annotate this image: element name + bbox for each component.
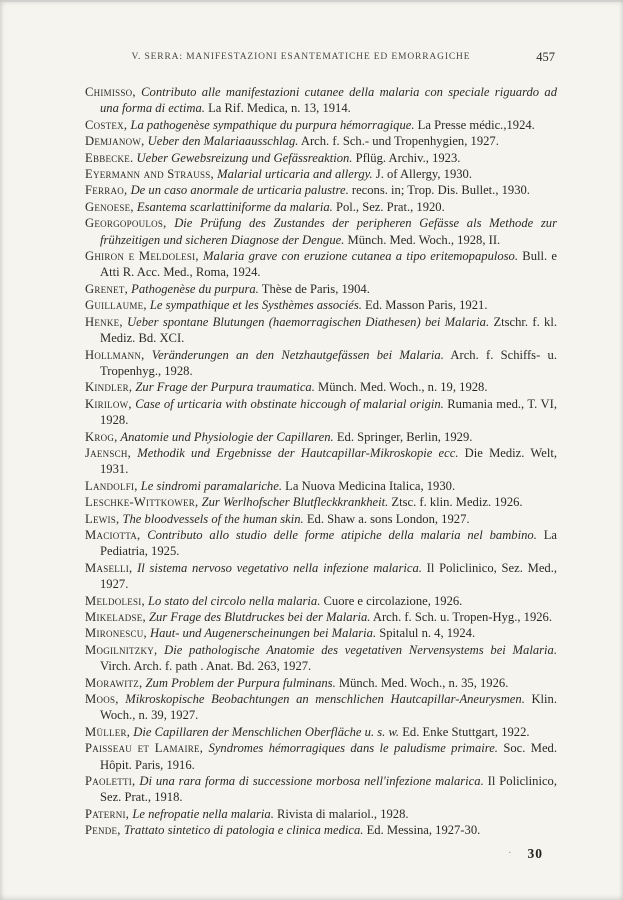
entry-author: Paterni, — [85, 806, 130, 821]
bibliography-entry — [85, 166, 557, 182]
entry-source: Pol., Sez. Prat., 1920. — [332, 199, 445, 214]
bibliography-entry — [85, 117, 557, 133]
entry-source: La Nuova Medicina Italica, 1930. — [281, 478, 456, 493]
entry-author: Costex, — [85, 117, 128, 132]
bibliography-entry — [85, 740, 557, 773]
bibliography-entry — [85, 379, 557, 395]
entry-title: Le sympathique et les Systhèmes associés. — [146, 298, 362, 313]
entry-source: Arch. f. Schiffs- u. Tropenhyg., 1928. — [100, 347, 557, 378]
entry-author: Maciotta, — [85, 527, 141, 542]
entry-source: Ztsc. f. klin. Mediz. 1926. — [388, 495, 523, 510]
bibliography-entry — [85, 478, 557, 494]
running-head-title: V. SERRA: MANIFESTAZIONI ESANTEMATICHE ED EMORRAGICHE — [131, 52, 471, 62]
entry-author: Moos, — [85, 692, 119, 707]
entry-author: Landolfi, — [85, 478, 138, 493]
entry-title: Zur Frage des Blutdruckes bei der Malaria. — [145, 610, 371, 624]
bibliography-entry — [85, 494, 557, 510]
entry-source: Die Mediz. Welt, 1931. — [100, 445, 557, 477]
entry-title: Lo stato del circolo nella malaria. — [144, 593, 321, 608]
entry-source: La Rif. Medica, n. 13, 1914. — [204, 101, 351, 116]
entry-title: Esantema scarlattiniforme da malaria. — [133, 199, 333, 214]
scan-edge-top — [0, 0, 623, 2]
bibliography-entry — [85, 609, 557, 625]
bibliography-entry — [85, 215, 557, 248]
entry-title: Ueber spontane Blutungen (haemorragischen Diathesen) bei Malaria. — [122, 314, 490, 329]
entry-title: Anatomie und Physiologie der Capillaren. — [117, 429, 334, 444]
entry-source: Ed. Masson Paris, 1921. — [361, 298, 488, 313]
bibliography-entry — [85, 150, 557, 166]
entry-source: Soc. Med. Hôpit. Paris, 1916. — [100, 741, 557, 772]
entry-title: Veränderungen an den Netzhautgefässen bei Malaria. — [144, 347, 444, 362]
bibliography-entry — [85, 691, 557, 724]
bibliography-entry — [85, 133, 557, 149]
entry-title: Malarial urticaria and allergy. — [213, 167, 373, 182]
entry-source: Ed. Enke Stuttgart, 1922. — [399, 724, 530, 739]
bibliography-entry — [85, 182, 557, 198]
entry-author: Kirilow, — [85, 396, 132, 411]
entry-source: Münch. Med. Woch., 1928, II. — [344, 232, 501, 247]
entry-source: Arch. f. Sch. u. Tropen-Hyg., 1926. — [370, 610, 552, 624]
bibliography-entry — [85, 593, 557, 609]
entry-title: Syndromes hémorragiques dans le paludisme primaire. — [203, 741, 498, 756]
entry-source: Ed. Shaw a. sons London, 1927. — [303, 511, 470, 526]
bibliography-entry — [85, 675, 557, 691]
entry-author: Jaensch, — [85, 445, 132, 460]
entry-author: Georgopoulos, — [85, 216, 167, 231]
entry-author: Mironescu, — [85, 626, 147, 641]
bibliography-list — [85, 84, 557, 839]
page-number: 457 — [536, 50, 555, 64]
entry-title: Ueber den Malariaausschlag. — [144, 134, 299, 149]
entry-author: Ghiron e Meldolesi, — [85, 249, 199, 264]
bibliography-entry — [85, 297, 557, 313]
entry-title: Le nefropatie nella malaria. — [129, 806, 274, 821]
entry-title: The bloodvessels of the human skin. — [119, 511, 304, 526]
entry-source: Klin. Woch., n. 39, 1927. — [100, 692, 557, 723]
entry-source: Cuore e circolazione, 1926. — [320, 593, 463, 608]
entry-source: Münch. Med. Woch., n. 35, 1926. — [335, 675, 509, 690]
bibliography-entry — [85, 806, 557, 822]
entry-source: Rumania med., T. VI, 1928. — [100, 396, 557, 428]
entry-title: Mikroskopische Beobachtungen an menschlichen Hautcapillar-Aneurysmen. — [118, 692, 525, 707]
entry-title: Zur Werlhofscher Blutfleckkrankheit. — [198, 495, 389, 510]
entry-author: Leschke-Wittkower, — [85, 495, 199, 510]
entry-title: Contributo allo studio delle forme atipiche della malaria nel bambino. — [140, 527, 537, 542]
entry-title: Il sistema nervoso vegetativo nella infezione malarica. — [132, 560, 422, 575]
bibliography-entry — [85, 429, 557, 445]
bibliography-entry — [85, 281, 557, 297]
bibliography-entry — [85, 84, 557, 117]
entry-source: Thèse de Paris, 1904. — [258, 281, 370, 296]
entry-author: Maselli, — [85, 560, 133, 575]
entry-source: Il Policlinico, Sez. Med., 1927. — [100, 560, 558, 592]
entry-author: Krog, — [85, 429, 118, 444]
page-footer — [85, 845, 557, 863]
entry-source: Il Policlinico, Sez. Prat., 1918. — [100, 774, 557, 805]
entry-source: Rivista di malariol., 1928. — [273, 806, 409, 821]
entry-source: Pflüg. Archiv., 1923. — [352, 150, 461, 165]
entry-title: Malaria grave con eruzione cutanea a tipo eritemopapuloso. — [198, 249, 519, 264]
entry-author: Grenet, — [85, 281, 129, 296]
entry-source: Spitalul n. 4, 1924. — [376, 626, 476, 641]
entry-author: Paisseau et Lamaire, — [85, 741, 204, 756]
entry-title: Ueber Gewebsreizung und Gefässreaktion. — [133, 150, 353, 165]
bibliography-entry — [85, 248, 557, 281]
entry-author: Kindler, — [85, 380, 133, 395]
bibliography-entry — [85, 560, 557, 593]
signature-mark: · — [508, 847, 512, 859]
entry-title: Case of urticaria with obstinate hiccough of malarial origin. — [131, 396, 444, 411]
entry-title: Di una rara forma di successione morbosa nell'infezione malarica. — [135, 774, 484, 789]
entry-title: Zum Problem der Purpura fulminans. — [142, 675, 336, 690]
entry-author: Meldolesi, — [85, 593, 145, 608]
entry-author: Ferrao, — [85, 183, 128, 198]
entry-author: Henke, — [85, 314, 123, 329]
entry-author: Mogilnitzky, — [85, 642, 158, 657]
entry-source: La Presse médic.,1924. — [414, 117, 535, 132]
entry-source: Bull. e Atti R. Acc. Med., Roma, 1924. — [100, 249, 557, 280]
entry-source: Arch. f. Sch.- und Tropenhygien, 1927. — [298, 134, 499, 149]
bibliography-entry — [85, 445, 557, 478]
entry-title: Die Prüfung des Zustandes der peripheren Gefässe als Methode zur frühzeitigen und sicheren Diagnose der Dengue. — [100, 216, 557, 247]
entry-title: La pathogenèse sympathique du purpura hémorragique. — [127, 117, 415, 132]
bibliography-entry — [85, 773, 557, 806]
entry-author: Paoletti, — [85, 774, 136, 789]
bibliography-entry — [85, 642, 557, 675]
entry-author: Ebbecke. — [85, 150, 134, 165]
bibliography-entry — [85, 822, 557, 838]
entry-title: Contributo alle manifestazioni cutanee della malaria con speciale riguardo ad una forma di ectima. — [100, 85, 557, 116]
bibliography-entry — [85, 347, 557, 380]
bibliography-entry — [85, 625, 557, 641]
entry-author: Morawitz, — [85, 675, 143, 690]
entry-source: Ztschr. f. kl. Mediz. Bd. XCI. — [100, 314, 557, 346]
entry-title: Methodik und Ergebnisse der Hautcapillar-Mikroskopie ecc. — [131, 445, 459, 460]
entry-author: Eyermann and Strauss, — [85, 167, 214, 182]
entry-title: Die Capillaren der Menschlichen Oberfläche u. s. w. — [130, 724, 400, 739]
entry-author: Pende, — [85, 823, 121, 838]
entry-title: Trattato sintetico di patologia e clinica medica. — [120, 823, 364, 838]
bibliography-entry — [85, 199, 557, 215]
bibliography-entry — [85, 396, 557, 429]
entry-source: Münch. Med. Woch., n. 19, 1928. — [314, 380, 488, 395]
entry-title: Die pathologische Anatomie des vegetativen Nervensystems bei Malaria. — [157, 642, 557, 657]
entry-source: recons. in; Trop. Dis. Bullet., 1930. — [348, 183, 530, 198]
running-head — [85, 52, 557, 70]
entry-title: Le sindromi paramalariche. — [137, 478, 282, 493]
entry-title: Pathogenèse du purpura. — [128, 281, 259, 296]
entry-author: Lewis, — [85, 511, 120, 526]
entry-source: La Pediatria, 1925. — [100, 527, 557, 559]
entry-author: Chimisso, — [85, 85, 136, 99]
entry-author: Guillaume, — [85, 298, 147, 313]
entry-title: Zur Frage der Purpura traumatica. — [132, 380, 315, 395]
bibliography-entry — [85, 527, 557, 560]
entry-source: Ed. Messina, 1927-30. — [363, 823, 481, 838]
bibliography-entry — [85, 511, 557, 527]
entry-source: Virch. Arch. f. path . Anat. Bd. 263, 1927. — [100, 659, 312, 674]
entry-title: Haut- und Augenerscheinungen bei Malaria. — [146, 626, 377, 641]
text-block — [85, 52, 557, 863]
entry-author: Hollmann, — [85, 347, 145, 362]
entry-source: Ed. Springer, Berlin, 1929. — [333, 429, 473, 444]
entry-author: Genoese, — [85, 199, 134, 214]
signature-number: 30 — [527, 845, 543, 861]
entry-title: De un caso anormale de urticaria palustre. — [127, 183, 349, 198]
entry-author: Müller, — [85, 724, 131, 739]
bibliography-entry — [85, 314, 557, 347]
entry-author: Mikeladse, — [85, 610, 146, 624]
bibliography-entry — [85, 724, 557, 740]
entry-author: Demjanow, — [85, 134, 145, 149]
entry-source: J. of Allergy, 1930. — [372, 167, 473, 182]
